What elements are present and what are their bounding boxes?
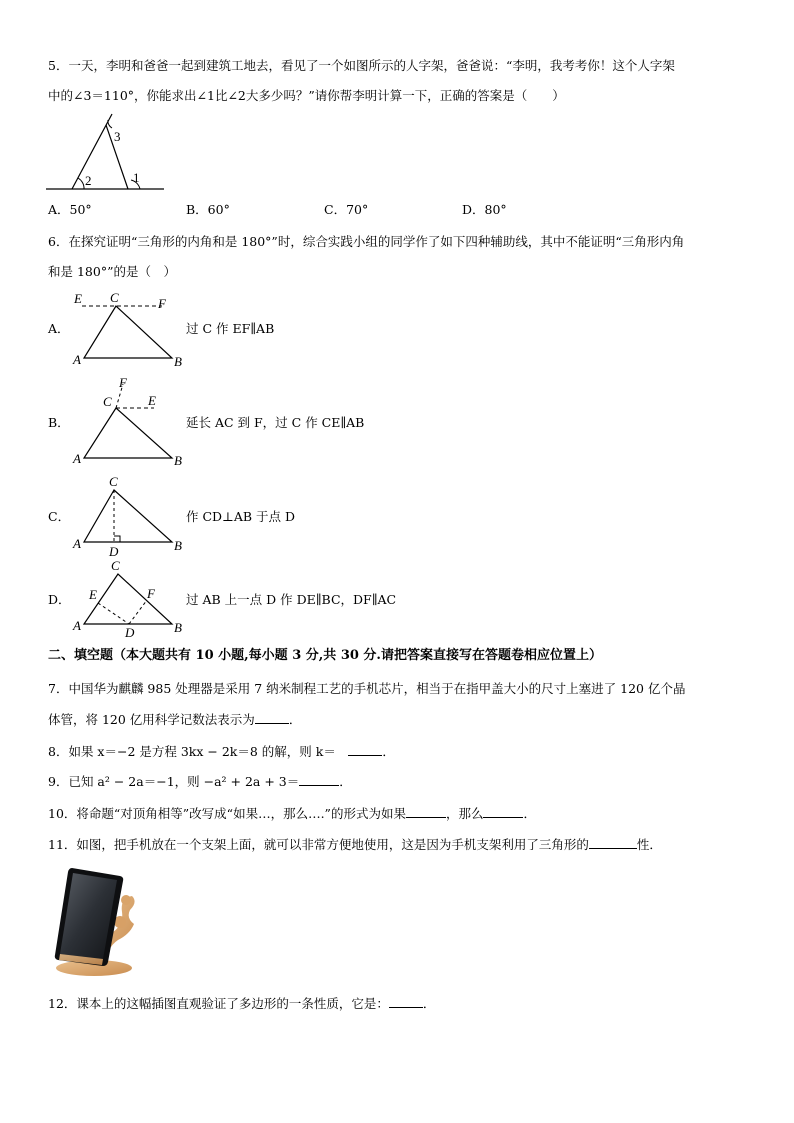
- q6b-label-f: F: [119, 375, 127, 390]
- q6d-label-f: F: [147, 586, 155, 601]
- q5-label-3: 3: [114, 129, 121, 144]
- q6b-label-b: B: [174, 453, 182, 468]
- q5-text-line1: 5．一天，李明和爸爸一起到建筑工地去，看见了一个如图所示的人字架，爸爸说：“李明，我考考你！这个人字架: [48, 58, 675, 73]
- q5-ladder-figure: [44, 110, 169, 194]
- q11-text-part-b: 性．: [636, 837, 662, 852]
- q6d-label-a: A: [73, 618, 81, 633]
- q6a-label-a: A: [73, 352, 81, 367]
- q6c-label-d: D: [109, 544, 119, 559]
- q6-option-d-figure: [68, 556, 188, 640]
- q8-text-part-a: 8．如果 x＝−2 是方程 3kx − 2k＝8 的解，则 k＝: [48, 744, 336, 759]
- q5-label-1: 1: [133, 170, 140, 185]
- q12-answer-blank[interactable]: [389, 995, 423, 1008]
- q6-option-b-letter: B．: [48, 415, 70, 430]
- q6c-label-a: A: [73, 536, 81, 551]
- q5-text-line2: 中的∠3＝110°，你能求出∠1比∠2大多少吗？”请你帮李明计算一下，正确的答案是（ ）: [48, 88, 565, 103]
- q10-text-part-c: ．: [523, 806, 536, 821]
- q8-answer-blank[interactable]: [348, 743, 382, 756]
- q7-answer-blank[interactable]: [255, 711, 289, 724]
- q12-text-part-b: ．: [422, 996, 436, 1011]
- q5-label-2: 2: [85, 173, 92, 188]
- q6b-label-c: C: [103, 394, 112, 409]
- phone-stand-photo: [50, 862, 140, 980]
- q6-option-c-figure: [68, 472, 188, 560]
- q11-text: [48, 836, 662, 853]
- q9-text: [48, 773, 352, 790]
- q6-option-d-letter: D．: [48, 592, 71, 607]
- q7-text-part-a: 体管，将 120 亿用科学记数法表示为: [48, 712, 255, 727]
- q6c-label-c: C: [109, 474, 118, 489]
- q12-text-part-a: 12．课本上的这幅插图直观验证了多边形的一条性质，它是：: [48, 996, 389, 1011]
- q6d-label-d: D: [125, 625, 135, 640]
- q6a-label-e: E: [74, 291, 82, 306]
- q5-option-b: B．60°: [186, 202, 230, 217]
- q5-option-c: C．70°: [324, 202, 369, 217]
- q5-option-a: A．50°: [48, 202, 92, 217]
- q6-option-c-desc: 作 CD⊥AB 于点 D: [186, 509, 295, 524]
- q6-option-a-letter: A．: [48, 321, 70, 336]
- q8-text-part-b: ．: [382, 744, 395, 759]
- q6b-label-a: A: [73, 451, 81, 466]
- q6c-label-b: B: [174, 538, 182, 553]
- q5-option-d: D．80°: [462, 202, 507, 217]
- q7-text-line2: [48, 711, 301, 728]
- q6d-label-c: C: [111, 558, 120, 573]
- q6-text-line1: 6．在探究证明“三角形的内角和是 180°”时，综合实践小组的同学作了如下四种辅助线，其中不能证明“三角形内角: [48, 234, 685, 249]
- q6b-label-e: E: [148, 393, 156, 408]
- q9-answer-blank[interactable]: [299, 773, 339, 786]
- q6-option-b-desc: 延长 AC 到 F，过 C 作 CE∥AB: [186, 415, 365, 430]
- q6-text-line2: 和是 180°”的是（ ）: [48, 264, 176, 279]
- q10-text-part-a: 10．将命题“对顶角相等”改写成“如果…，那么….”的形式为如果: [48, 806, 406, 821]
- q9-text-part-b: ．: [339, 774, 352, 789]
- q12-text: [48, 995, 435, 1012]
- section-2-heading: 二、填空题（本大题共有 10 小题,每小题 3 分,共 30 分.请把答案直接写在答题卷相应位置上）: [48, 648, 602, 663]
- q6-option-a-desc: 过 C 作 EF∥AB: [186, 321, 275, 336]
- q10-answer-blank-2[interactable]: [483, 805, 523, 818]
- q6a-label-f: F: [158, 296, 166, 311]
- q6-option-b-figure: [68, 374, 188, 468]
- q11-answer-blank[interactable]: [589, 836, 637, 849]
- q11-text-part-a: 11．如图，把手机放在一个支架上面，就可以非常方便地使用，这是因为手机支架利用了三角形的: [48, 837, 589, 852]
- q6a-label-b: B: [174, 354, 182, 369]
- q7-text-line1: 7．中国华为麒麟 985 处理器是采用 7 纳米制程工艺的手机芯片，相当于在指甲盖大小的尺寸上塞进了 120 亿个晶: [48, 681, 686, 696]
- q6-option-a-figure: [68, 286, 188, 370]
- q6d-label-e: E: [89, 587, 97, 602]
- q8-text: [48, 743, 395, 760]
- q10-answer-blank-1[interactable]: [406, 805, 446, 818]
- q6-option-d-desc: 过 AB 上一点 D 作 DE∥BC，DF∥AC: [186, 592, 397, 607]
- q6a-label-c: C: [110, 290, 119, 305]
- q6-option-c-letter: C．: [48, 509, 71, 524]
- q6d-label-b: B: [174, 620, 182, 635]
- q7-text-part-b: ．: [288, 712, 302, 727]
- q10-text-part-b: ，那么: [445, 806, 484, 821]
- q9-text-part-a: 9．已知 a² − 2a＝−1，则 −a² + 2a + 3＝: [48, 774, 300, 789]
- q10-text: [48, 805, 536, 822]
